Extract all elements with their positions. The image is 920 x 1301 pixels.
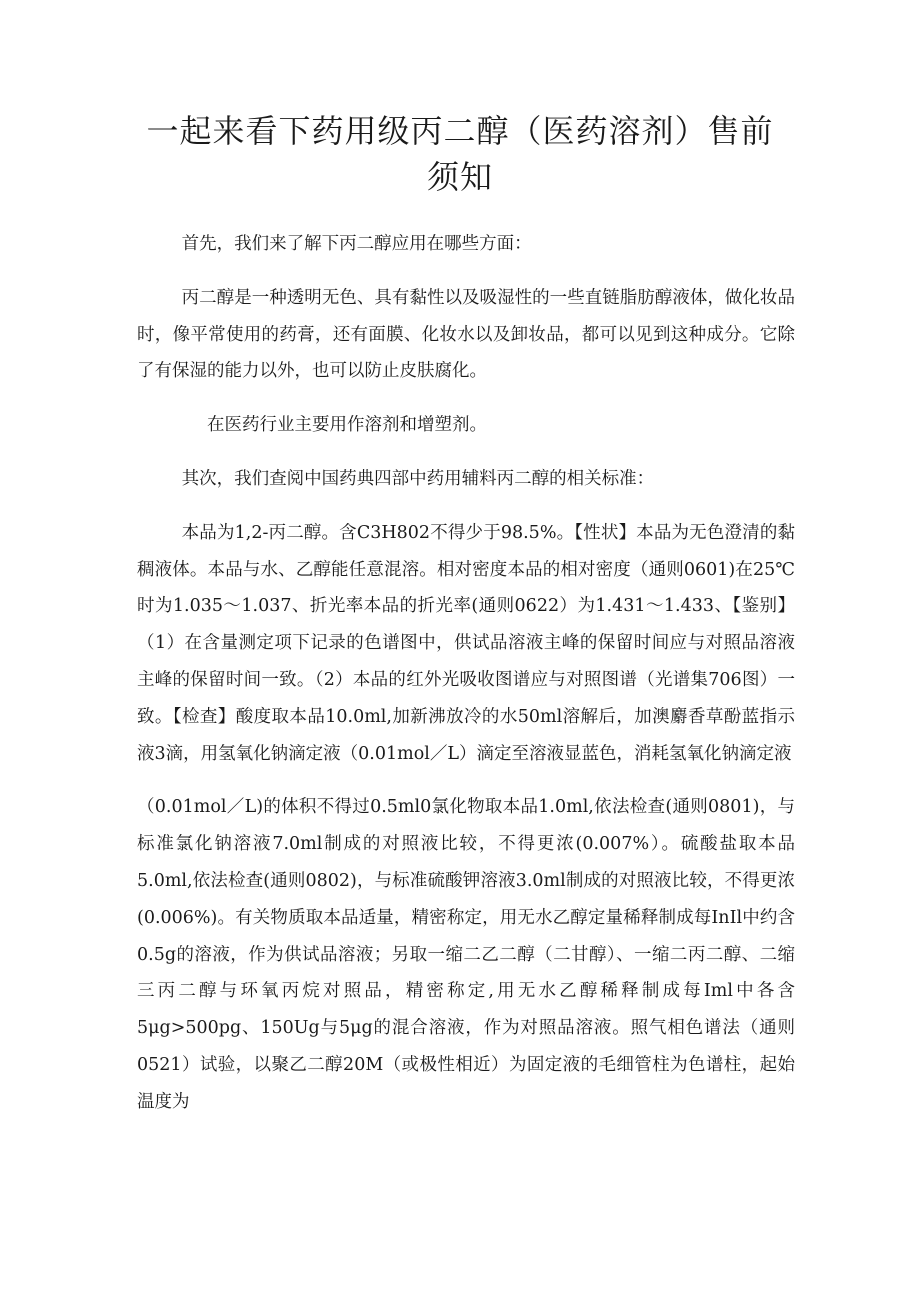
paragraph-standard-part-2: （0.01mol／L)的体积不得过0.5ml0氯化物取本品1.0ml,依法检查(通则0801)，与标准氯化钠溶液7.0ml制成的对照液比较，不得更浓(0.007%）。硫酸盐取本品5.0ml,依法检查(通则0802)，与标准硫酸钾溶液3.0ml制成的对照液比较，不得更浓(0.006%)。有关物质取本品适量，精密称定，用无水乙醇定量稀释制成每InIl中约含0.5g的溶液，作为供试品溶液；另取一缩二乙二醇（二甘醇）、一缩二丙二醇、二缩三丙二醇与环氧丙烷对照品，精密称定,用无水乙醇稀释制成每Iml中各含5μg>500pg、150Ug与5μg的混合溶液，作为对照品溶液。照气相色谱法（通则0521）试验，以聚乙二醇20M（或极性相近）为固定液的毛细管柱为色谱柱，起始温度为 <box>137 797 795 1112</box>
paragraph-standard-part-1: 本品为1,2-丙二醇。含C3H802不得少于98.5%。【性状】本品为无色澄清的黏稠液体。本品与水、乙醇能任意混溶。相对密度本品的相对密度（通则0601)在25℃时为1.035～1.037、折光率本品的折光率(通则0622）为1.431～1.433、【鉴别】（1）在含量测定项下记录的色谱图中，供试品溶液主峰的保留时间应与对照品溶液主峰的保留时间一致。（2）本品的红外光吸收图谱应与对照图谱（光谱集706图）一致。【检查】酸度取本品10.0ml,加新沸放冷的水50ml溶解后，加澳麝香草酚蓝指示液3滴，用氢氧化钠滴定液（0.01mol／L）滴定至溶液显蓝色，消耗氢氧化钠滴定液 <box>137 522 795 764</box>
title-line-2: 须知 <box>426 158 493 196</box>
paragraph-intro: 首先，我们来了解下丙二醇应用在哪些方面： <box>181 234 532 254</box>
paragraph-propylene-glycol-uses: 丙二醇是一种透明无色、具有黏性以及吸湿性的一些直链脂肪醇液体，做化妆品时，像平常使用的药膏，还有面膜、化妆水以及卸妆品，都可以见到这种成分。它除了有保湿的能力以外，也可以防止皮肤腐化。 <box>137 287 795 382</box>
paragraph-pharmacopoeia-intro: 其次，我们查阅中国药典四部中药用辅料丙二醇的相关标准： <box>181 468 655 489</box>
document-body <box>137 226 795 1121</box>
paragraph-pharma-use: 在医药行业主要用作溶剂和增塑剂。 <box>207 415 487 436</box>
title-line-1: 一起来看下药用级丙二醇（医药溶剂）售前 <box>146 112 774 150</box>
document-title <box>130 108 790 200</box>
